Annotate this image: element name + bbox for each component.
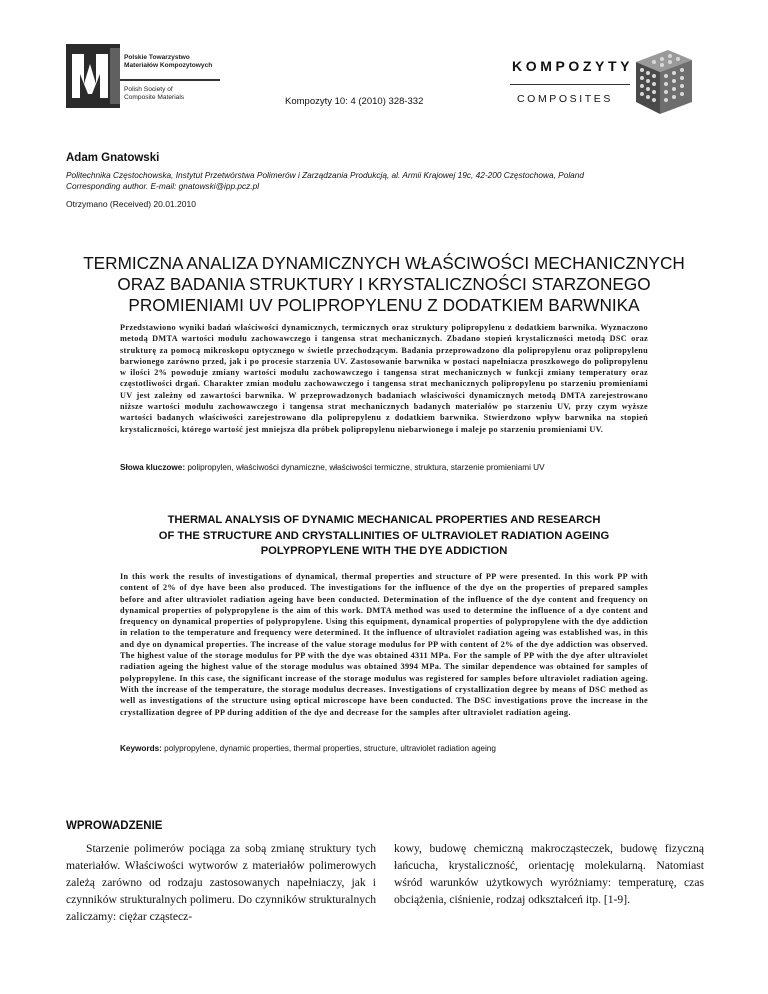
title-en-line2: OF THE STRUCTURE AND CRYSTALLINITIES OF ULTRAVIOLET RADIATION AGEING	[158, 529, 610, 542]
title-pl-line3: PROMIENIAMI UV POLIPROPYLENU Z DODATKIEM BARWNIKA	[128, 295, 640, 315]
title-en-line1: THERMAL ANALYSIS OF DYNAMIC MECHANICAL PROPERTIES AND RESEARCH	[167, 514, 601, 526]
title-pl-line1: TERMICZNA ANALIZA DYNAMICZNYCH WŁAŚCIWOŚCI MECHANICZNYCH	[83, 253, 685, 273]
section-heading-intro: WPROWADZENIE	[66, 820, 163, 832]
title-en-line3: POLYPROPYLENE WITH THE DYE ADDICTION	[260, 545, 508, 557]
keywords-pl	[120, 463, 680, 472]
abstract-pl: Przedstawiono wyniki badań właściwości dynamicznych, termicznych oraz struktury polipropylenu z dodatkiem barwnika. Wyznaczono metodą DMTA wartości modułu zachowawczego i tangensa strat mechanicznych. Zbadano stopień krystaliczności metodą DSC oraz strukturę za pomocą mikroskopu optycznego w świetle przechodzącym. Badania przeprowadzono dla polipropylenu oraz polipropylenu barwionego zarówno przed, jak i po procesie starzenia UV. Zastosowanie barwnika w postaci napełniacza proszkowego do polipropylenu w ilości 2% powoduje zmiany wartości modułu zachowawczego i tangensa strat mechanicznych w funkcji zmiany temperatury oraz częstotliwości drgań. Charakter zmian modułu zachowawczego i tangensa strat mechanicznych polipropylenu po starzeniu promieniami UV jest zależny od zawartości barwnika. W przeprowadzonych badaniach właściwości dynamicznych metodą DMTA zarejestrowano niższe wartości modułu zachowawczego i tangensa strat mechanicznych badanych materiałów po starzeniu UV, przy czym wyższe wartości badanych właściwości zarejestrowano dla polipropylenu z dodatkiem barwnika. Stwierdzono wpływ barwnika na stopień krystaliczności, którego wartość jest mniejsza dla próbek polipropylenu niebarwionego i maleje po starzeniu promieniami UV.	[120, 323, 648, 434]
affiliation-text: Politechnika Częstochowska, Instytut Przetwórstwa Polimerów i Zarządzania Produkcją, al. Armii Krajowej 19c, 42-200 Częstochowa, Poland	[66, 170, 585, 180]
title-en	[100, 513, 668, 560]
title-pl	[60, 253, 708, 316]
keywords-pl-label: Słowa kluczowe:	[120, 463, 186, 472]
keywords-en	[120, 744, 680, 753]
society-name-pl	[124, 54, 212, 70]
keywords-pl-text: polipropylen, właściwości dynamiczne, właściwości termiczne, struktura, starzenie promieniami UV	[187, 463, 545, 472]
journal-title-divider	[510, 84, 630, 85]
keywords-en-text: polypropylene, dynamic properties, thermal properties, structure, ultraviolet radiation ageing	[164, 744, 496, 753]
society-name-en	[124, 86, 184, 102]
composites-cube-icon	[630, 44, 696, 116]
society-name-en-line2: Composite Materials	[124, 94, 185, 101]
journal-subtitle: COMPOSITES	[517, 93, 614, 105]
author-name: Adam Gnatowski	[66, 152, 160, 164]
corresponding-author: Corresponding author. E-mail: gnatowski@ipp.pcz.pl	[66, 181, 260, 191]
author-affiliation	[66, 170, 706, 192]
society-name-line2: Materiałów Kompozytowych	[124, 62, 213, 69]
received-date: Otrzymano (Received) 20.01.2010	[66, 199, 196, 209]
journal-reference: Kompozyty 10: 4 (2010) 328-332	[285, 96, 424, 107]
intro-column-left: Starzenie polimerów pociąga za sobą zmianę struktury tych materiałów. Właściwości wytworów z materiałów polimerowych zależą zarówno od rodzaju zastosowanych napełniaczy, jak i czynników strukturalnych polimeru. Do czynników strukturalnych zaliczamy: ciężar cząstecz-	[66, 842, 376, 923]
society-name-en-line1: Polish Society of	[124, 86, 173, 93]
keywords-en-label: Keywords:	[120, 744, 162, 753]
intro-column-right: kowy, budowę chemiczną makrocząsteczek, budowę fizyczną łańcucha, krystaliczność, orientację molekularną. Natomiast wśród warunków użytkowych wyróżniamy: temperaturę, czas obciążenia, ciśnienie, rodzaj odkształceń itp. [1-9].	[394, 842, 704, 906]
abstract-en: In this work the results of investigations of dynamical, thermal properties and structure of PP were presented. In this work PP with content of 2% of dye have been also produced. The investigations for the influence of the dye on the properties of prepared samples before and after ultraviolet radiation ageing have been conducted. Determination of the influence of the dye content and frequency on dynamical properties of polypropylene is the aim of this work. DMTA method was used to determine the influence of a dye content and frequency on dynamical properties of polypropylene. Using this equipment, dynamical properties of polypropylene with the dye addiction in relation to the temperature and frequency were determined. It the influence of ultraviolet radiation ageing was established was, in this and dye on dynamical properties. The increase of the value storage modulus for PP with content of 2% of the dye addiction was observed. The highest value of the storage modulus for PP with the dye was obtained 4311 MPa. For the sample of PP with the dye after ultraviolet radiation ageing the highest value of the storage modulus was obtained 3994 MPa. The similar dependence was obtained for samples of polypropylene. In this case, the significant increase of the storage modulus was registered for samples before ultraviolet radiation ageing. With the increase of the temperature, the storage modulus decreases. Investigations of crystallization degree by means of DSC method as well as investigations of the structure using optical microscope have been conducted. The DSC investigations prove the increase in the crystallization degree of PP during addition of the dye and decrease for the samples after ultraviolet radiation ageing.	[120, 572, 648, 717]
society-divider	[120, 79, 220, 81]
title-pl-line2: ORAZ BADANIA STRUKTURY I KRYSTALICZNOŚCI STARZONEGO	[117, 274, 651, 294]
society-name-line1: Polskie Towarzystwo	[124, 54, 190, 61]
journal-title: KOMPOZYTY	[512, 58, 634, 74]
